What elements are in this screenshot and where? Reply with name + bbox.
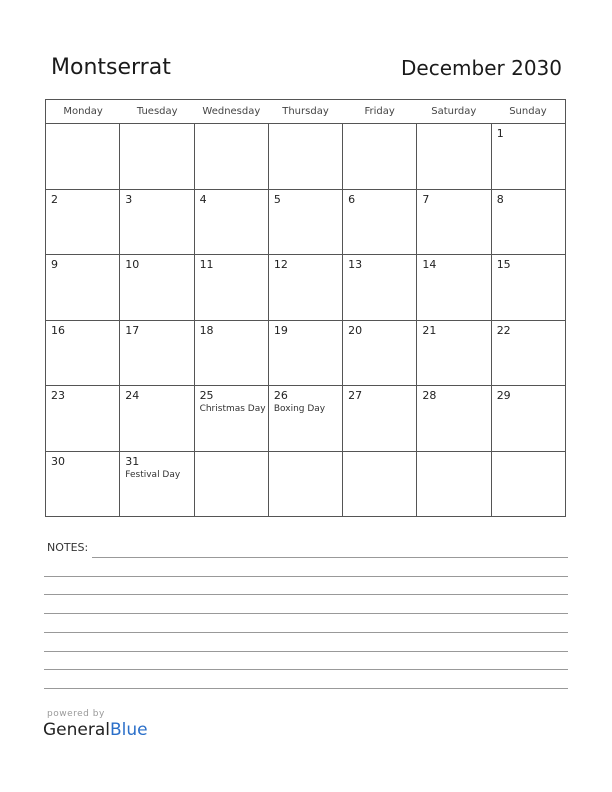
day-cell [343,255,417,320]
day-cell [195,124,269,189]
note-line [44,651,568,652]
notes-label: NOTES: [47,541,89,554]
day-cell [269,386,343,451]
day-cell [46,321,120,386]
day-cell [46,190,120,255]
day-cell [120,124,194,189]
day-cell [120,321,194,386]
day-cell [195,386,269,451]
day-cell [195,190,269,255]
generalblue-logo [43,720,148,740]
day-cell [417,452,491,518]
day-number: 22 [496,323,511,337]
day-cell [46,124,120,189]
note-line [44,632,568,633]
holiday-label: Christmas Day [199,404,266,414]
day-number: 25 [199,389,214,402]
day-cell [492,255,565,320]
day-number: 24 [125,389,140,402]
day-number: 5 [273,192,281,206]
day-number: 2 [51,192,58,206]
day-number: 12 [273,258,288,271]
day-cell [492,124,565,189]
day-number: 21 [422,323,437,337]
day-cell [343,124,417,189]
week-row [46,124,565,190]
day-number: 30 [51,454,65,468]
day-number: 31 [125,454,140,468]
weekday-header-wednesday: Wednesday [202,106,261,117]
day-cell [120,452,194,518]
weekday-header-row [46,100,565,124]
note-line [44,688,568,689]
week-row [46,386,565,452]
weekday-header-thursday: Thursday [282,106,329,117]
holiday-label: Boxing Day [273,404,326,414]
weekday-header-saturday: Saturday [431,106,477,117]
day-cell [120,255,194,320]
brand-blue-text: Blue [110,720,148,740]
day-number: 7 [422,192,430,206]
holiday-label: Festival Day [125,469,181,480]
day-cell [195,321,269,386]
day-cell [120,386,194,451]
day-number: 26 [273,389,288,402]
day-number: 17 [125,323,140,337]
note-line [44,594,568,595]
day-cell [417,255,491,320]
week-row [46,321,565,387]
day-number: 1 [496,127,504,140]
day-cell [417,124,491,189]
day-number: 18 [199,323,214,337]
day-cell [269,321,343,386]
day-number: 28 [422,389,437,402]
calendar-month-title: December 2030 [401,56,562,80]
day-number: 11 [199,258,214,271]
weeks-container [46,124,565,517]
day-number: 20 [348,323,363,337]
weekday-header-tuesday: Tuesday [136,106,178,117]
day-number: 27 [348,389,363,402]
day-number: 6 [348,192,356,206]
day-cell [492,321,565,386]
weekday-header-monday: Monday [63,106,103,117]
day-cell [46,386,120,451]
day-cell [492,452,565,518]
day-cell [269,124,343,189]
day-number: 4 [199,192,207,206]
calendar-grid [45,99,566,517]
day-cell [417,386,491,451]
day-cell [120,190,194,255]
day-number: 13 [348,258,363,271]
day-number: 23 [51,389,65,402]
day-number: 10 [125,258,140,271]
brand-general-text: General [43,720,110,740]
day-cell [269,452,343,518]
week-row [46,190,565,256]
day-cell [195,255,269,320]
day-cell [343,190,417,255]
weekday-header-sunday: Sunday [509,106,547,117]
day-number: 19 [273,323,288,337]
day-cell [417,321,491,386]
day-cell [492,386,565,451]
note-line [44,613,568,614]
day-cell [417,190,491,255]
note-line [44,576,568,577]
day-number: 8 [496,192,504,206]
note-line [44,669,568,670]
day-cell [492,190,565,255]
day-cell [46,452,120,518]
day-cell [343,386,417,451]
note-line [92,557,568,558]
week-row [46,255,565,321]
day-number: 14 [422,258,437,271]
day-cell [269,190,343,255]
day-number: 29 [496,389,511,402]
week-row [46,452,565,518]
day-cell [46,255,120,320]
weekday-header-friday: Friday [364,106,395,117]
day-number: 15 [496,258,511,271]
day-number: 9 [51,258,58,271]
day-cell [343,452,417,518]
day-number: 16 [51,323,65,337]
day-number: 3 [125,192,133,206]
calendar-country-title: Montserrat [51,55,171,80]
day-cell [195,452,269,518]
day-cell [269,255,343,320]
powered-by-text: powered by [47,709,105,719]
day-cell [343,321,417,386]
